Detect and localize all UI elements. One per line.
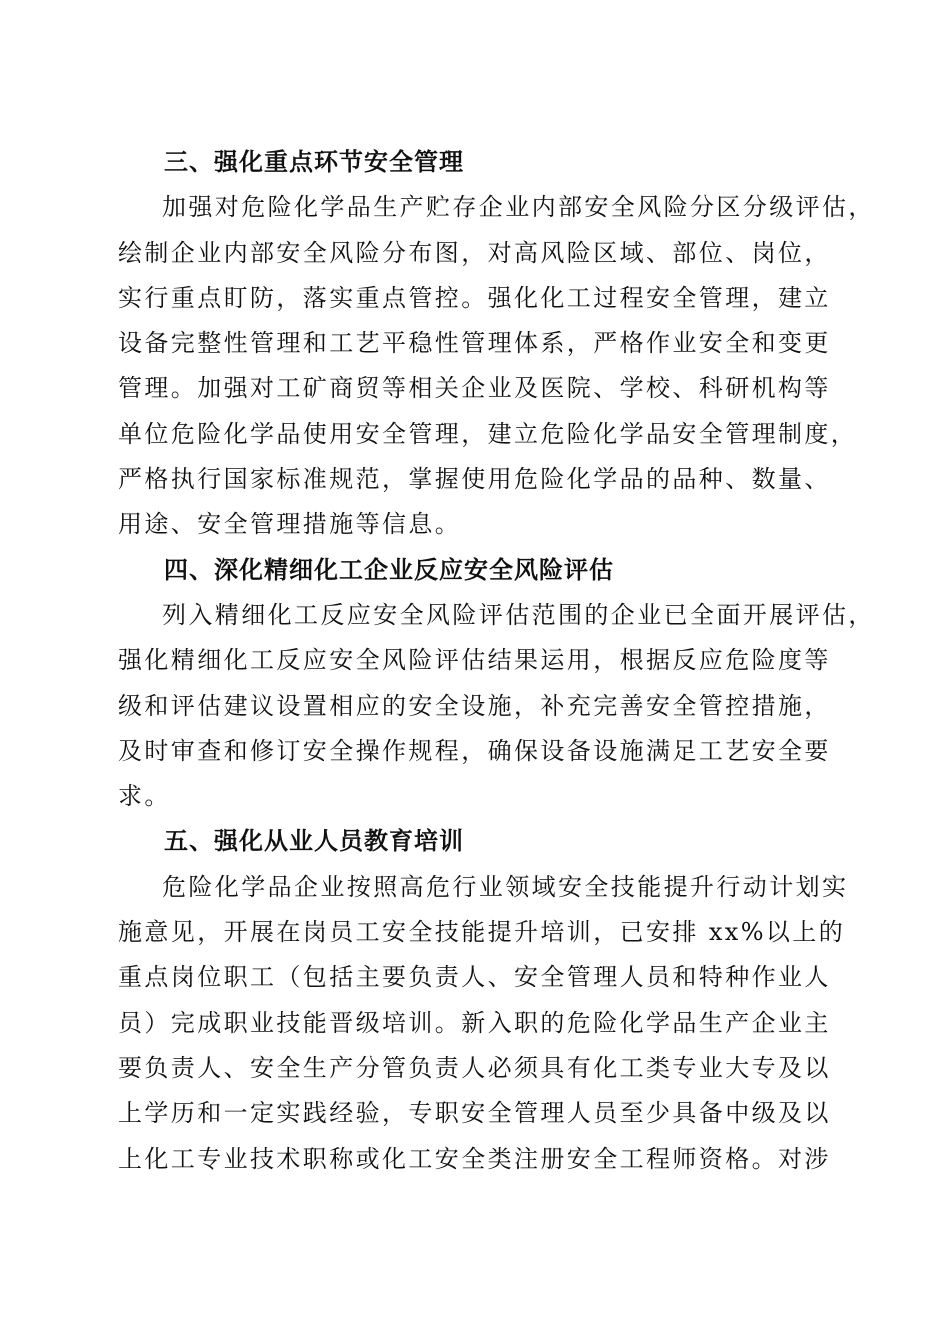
paragraph-line: 管理。加强对工矿商贸等相关企业及医院、学校、科研机构等 [118, 374, 831, 403]
paragraph-line: 上化工专业技术职称或化工安全类注册安全工程师资格。对涉 [118, 1144, 831, 1173]
paragraph-line: 绘制企业内部安全风险分布图，对高风险区域、部位、岗位， [118, 238, 831, 267]
paragraph-line: 及时审查和修订安全操作规程，确保设备设施满足工艺安全要 [118, 736, 831, 765]
paragraph-line: 严格执行国家标准规范，掌握使用危险化学品的品种、数量、 [118, 465, 831, 494]
section-heading: 五、强化从业人员教育培训 [164, 827, 464, 856]
paragraph-line: 要负责人、安全生产分管负责人必须具有化工类专业大专及以 [118, 1053, 831, 1082]
paragraph-line: 上学历和一定实践经验，专职安全管理人员至少具备中级及以 [118, 1099, 831, 1128]
section-heading: 三、强化重点环节安全管理 [164, 148, 464, 176]
paragraph-line: 求。 [118, 782, 171, 811]
paragraph-line: 实行重点盯防，落实重点管控。强化化工过程安全管理，建立 [118, 283, 831, 312]
paragraph-line: 用途、安全管理措施等信息。 [118, 510, 462, 539]
paragraph-line: 员）完成职业技能晋级培训。新入职的危险化学品生产企业主 [118, 1008, 831, 1037]
paragraph-line: 危险化学品企业按照高危行业领域安全技能提升行动计划实 [162, 872, 849, 901]
paragraph-line: 加强对危险化学品生产贮存企业内部安全风险分区分级评估， [162, 193, 875, 222]
paragraph-line: 级和评估建议设置相应的安全设施，补充完善安全管控措施， [118, 691, 831, 720]
paragraph-line: 设备完整性管理和工艺平稳性管理体系，严格作业安全和变更 [118, 329, 831, 358]
paragraph-line: 单位危险化学品使用安全管理，建立危险化学品安全管理制度， [118, 419, 858, 448]
section-heading: 四、深化精细化工企业反应安全风险评估 [164, 555, 614, 584]
document-body [118, 140, 875, 1182]
paragraph-line: 列入精细化工反应安全风险评估范围的企业已全面开展评估， [162, 600, 875, 629]
paragraph-line: 重点岗位职工（包括主要负责人、安全管理人员和特种作业人 [118, 963, 831, 992]
paragraph-line: 施意见，开展在岗员工安全技能提升培训，已安排 xx%以上的 [118, 918, 846, 947]
paragraph-line: 强化精细化工反应安全风险评估结果运用，根据反应危险度等 [118, 646, 831, 675]
